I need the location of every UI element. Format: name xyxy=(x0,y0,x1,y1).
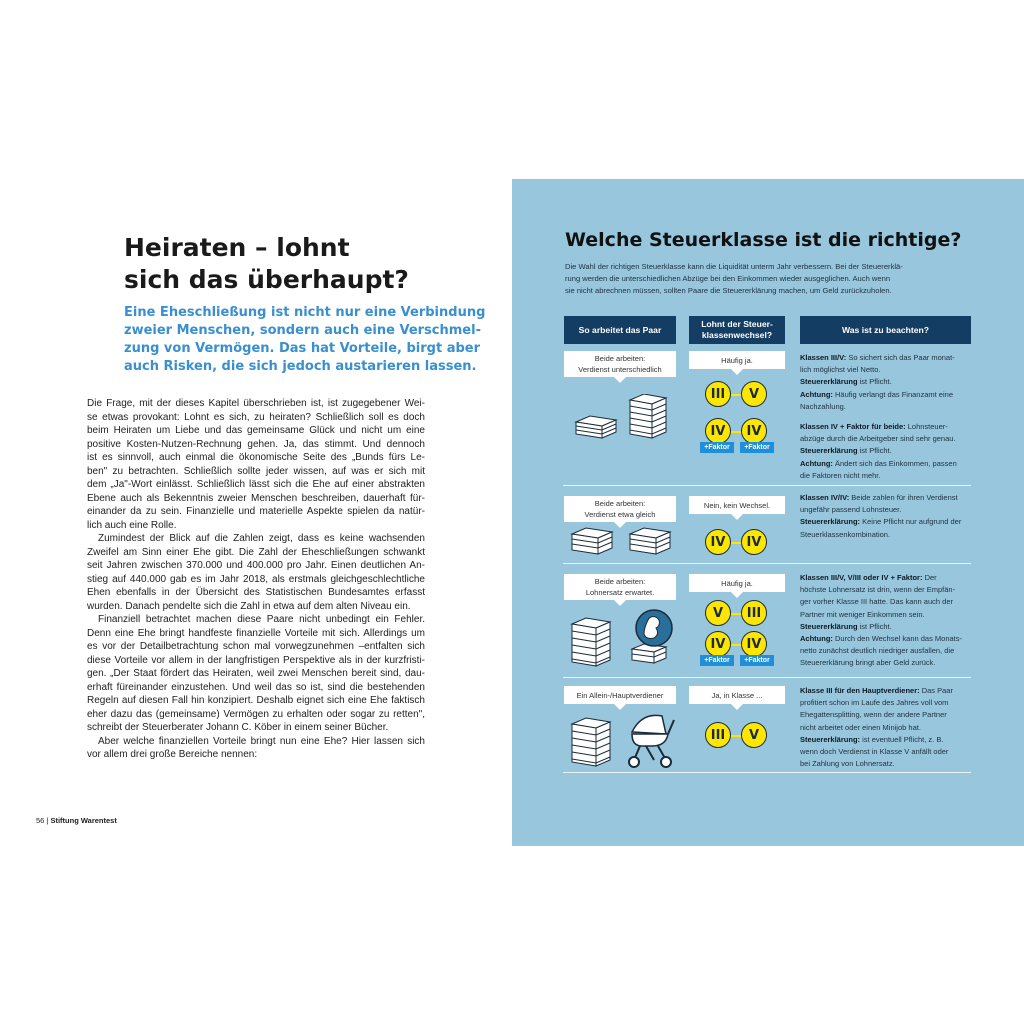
note-line: Steuererklärung bringt aber Geld zurück. xyxy=(800,658,936,668)
factor-badge: +Faktor xyxy=(740,442,774,453)
infographic-title: Welche Steuerklasse ist die richtige? xyxy=(565,229,962,251)
callout-line: Häufig ja. xyxy=(721,578,753,588)
lead-line: Eine Eheschließung ist nicht nur eine Verbindung xyxy=(124,305,486,320)
note-line: Klassen III/V: So sichert sich das Paar monat- xyxy=(800,353,955,362)
note-line: Steuererklärung ist Pflicht. xyxy=(800,446,892,456)
callout-line: Beide arbeiten: xyxy=(594,354,646,363)
column-header-notes xyxy=(800,316,971,344)
body-line: positive Kosten-Nutzen-Rechnung gehen. Ja, das stimmt. Und dennoch xyxy=(87,438,425,450)
column-header-label: klassenwechsel? xyxy=(701,330,773,340)
tax-class-badge: III xyxy=(705,722,731,748)
row-divider xyxy=(563,563,971,564)
note-line: Klassen IV/IV: Beide zahlen für ihren Verdienst xyxy=(800,493,958,502)
note-line: nicht arbeitet oder einen Minijob hat. xyxy=(800,722,921,732)
article-body xyxy=(87,397,425,762)
body-line: erhaft füreinander einzustehen. Und weil das so ist, sind die bestehenden xyxy=(87,681,425,693)
page-number: 56 | xyxy=(36,816,49,825)
tax-class-badge: IV xyxy=(705,631,731,657)
intro-line: sie nicht abrechnen müssen, sollten Paare die Steuererklärung machen, um Geld zurückzuholen. xyxy=(565,286,892,295)
body-line: Zweifel am Sinn einer Ehe gibt. Die Zahl der Eheschließungen schwankt xyxy=(87,546,425,558)
tax-class-badge: IV xyxy=(705,529,731,555)
body-line: wurden. Danach pendelte sich die Zahl in etwa auf dem alten Niveau ein. xyxy=(87,600,411,612)
callout-line: Häufig ja. xyxy=(721,355,753,365)
factor-badge: +Faktor xyxy=(700,442,734,453)
note-line: ungefähr passend Lohnsteuer. xyxy=(800,505,902,515)
factor-badge: +Faktor xyxy=(700,655,734,666)
body-line: diese Vorteile vor allem in der langfristigen Perspektive als in der kurzfristi- xyxy=(87,654,425,666)
body-line: stieg auf 440.000 gab es im Jahr 2018, als erstmals gleichgeschlechtliche xyxy=(87,573,425,585)
note-line: höchste Lohnersatz ist drin, wenn der Empfän- xyxy=(800,585,956,595)
article-title-line: Heiraten – lohnt xyxy=(124,233,350,262)
note-line: Steuererklärung ist Pflicht. xyxy=(800,377,892,387)
note-line: Steuererklärung: Keine Pflicht nur aufgrund der xyxy=(800,517,962,527)
tax-class-badge: IV xyxy=(705,418,731,444)
body-line: ben" zu betrachten. Schließlich sollte jeder wissen, auf was er sich mit xyxy=(87,465,425,477)
callout-line: Beide arbeiten: xyxy=(594,577,646,586)
note-line: wenn doch Verdienst in Klasse V anfällt oder xyxy=(800,747,949,757)
body-line: es vor der Detailbetrachtung schon mal vorwegzunehmen –entfalten sich xyxy=(87,641,425,652)
note-line: Klassen IV + Faktor für beide: Lohnsteuer- xyxy=(800,422,948,432)
notes-block xyxy=(800,572,972,670)
body-line: Denn eine Ehe bringt handfeste finanzielle Vorteile mit sich. Allerdings um xyxy=(87,627,425,639)
callout-line: Verdienst etwa gleich xyxy=(584,510,656,519)
note-line: abzüge durch die Arbeitgeber sind sehr genau. xyxy=(800,434,956,444)
note-line: lich möglichst viel Netto. xyxy=(800,365,881,375)
note-line: Partner mit weniger Einkommen sein. xyxy=(800,609,925,619)
column-header-label: Lohnt der Steuer- xyxy=(701,319,773,329)
note-line: Steuererklärung: ist eventuell Pflicht, z. B. xyxy=(800,734,944,744)
money-and-baby-icon xyxy=(570,608,678,670)
note-line: Klasse III für den Hauptverdiener: Das Paar xyxy=(800,686,953,695)
lead-line: zweier Menschen, sondern auch eine Verschmel- xyxy=(124,323,481,338)
body-line: Ehen ebenfalls in der Übersicht des Statistischen Bundesamtes erfasst xyxy=(87,587,425,598)
callout-line: Ja, in Klasse ... xyxy=(711,690,763,700)
lead-line: zung von Vermögen. Das hat Vorteile, birgt aber xyxy=(124,341,481,356)
situation-callout xyxy=(564,496,676,522)
tax-class-badge: V xyxy=(741,722,767,748)
article-lead xyxy=(124,304,486,376)
body-line: dem „Ja"-Wort einlässt. Schließlich lässt sich die Ehe auf einer abstrakten xyxy=(87,479,425,490)
situation-callout xyxy=(564,574,676,600)
body-line: schreibt der Steuerberater Johann C. Köber in einem seiner Bücher. xyxy=(87,722,389,733)
row-divider xyxy=(563,677,971,678)
note-line: Klassen III/V, V/III oder IV + Faktor: Der xyxy=(800,573,937,582)
situation-callout xyxy=(564,686,676,704)
infographic-intro xyxy=(565,261,985,297)
note-line: profitiert schon im Laufe des Jahres voll vom xyxy=(800,698,949,708)
body-line: lich auch eine Rolle. xyxy=(87,519,177,531)
column-header-switch xyxy=(689,316,785,344)
note-line: Ehegattensplitting, wenn der andere Partner xyxy=(800,710,947,720)
callout-line: Lohnersatz erwartet. xyxy=(585,588,655,597)
body-line: gen. „Der Staat fördert das Heiraten, weil zwei Menschen bereit sind, dau- xyxy=(87,668,425,679)
money-and-stroller-icon xyxy=(570,710,680,770)
notes-block xyxy=(800,685,972,770)
callout-line: Verdienst unterschiedlich xyxy=(578,365,662,374)
body-line: Regeln auf diesen Fall hin konzipiert. Deshalb eignet sich eine Ehe faktisch xyxy=(87,695,425,706)
tax-class-badge: V xyxy=(741,381,767,407)
column-header-label: Was ist zu beachten? xyxy=(841,324,930,335)
body-line: Die Frage, mit der dieses Kapitel überschrieben ist, ist zugegebener Wei- xyxy=(87,398,425,409)
money-stacks-icon xyxy=(568,526,678,558)
note-line xyxy=(800,413,972,421)
callout-line: Ein Allein-/Hauptverdiener xyxy=(576,690,664,700)
note-line: Steuererklärung ist Pflicht. xyxy=(800,621,892,631)
note-line: netto zunächst deutlich niedriger ausfallen, die xyxy=(800,646,955,656)
answer-callout xyxy=(689,496,785,514)
tax-class-badge: IV xyxy=(741,631,767,657)
row-divider xyxy=(563,772,971,773)
page-footer xyxy=(36,816,117,825)
callout-line: Beide arbeiten: xyxy=(594,499,646,508)
body-line: Ebene auch als Bekenntnis zweier Menschen beschreiben, dauerhaft für- xyxy=(87,492,425,504)
tax-class-badge: V xyxy=(705,600,731,626)
row-divider xyxy=(563,485,971,486)
tax-class-badge: III xyxy=(741,600,767,626)
article-title-line: sich das überhaupt? xyxy=(124,265,409,294)
body-line: beim Heiraten um Liebe und das gemeinsame Glück und nicht um eine xyxy=(87,425,425,436)
body-line: Finanziell betrachtet machen diese Paare nicht unbedingt ein Fehler. xyxy=(98,614,425,625)
lead-line: auch Risken, die sich jedoch austarieren lassen. xyxy=(124,359,477,374)
note-line: Achtung: Häufig verlangt das Finanzamt eine xyxy=(800,389,953,399)
note-line: Achtung: Durch den Wechsel kann das Monats- xyxy=(800,634,963,644)
answer-callout xyxy=(689,686,785,704)
body-line: eher dazu das (gemeinsame) Vermögen zu erhalten oder sogar zu retten", xyxy=(87,708,425,720)
intro-line: Die Wahl der richtigen Steuerklasse kann die Liquidität unterm Jahr verbessern. Bei der Steuererklä- xyxy=(565,262,903,271)
notes-block xyxy=(800,352,972,482)
answer-callout xyxy=(689,351,785,369)
article-title xyxy=(124,232,454,296)
note-line: Steuerklassenkombination. xyxy=(800,529,891,539)
body-line: ist es sinnvoll, auch einmal die ökonomische Seite des „Bunds fürs Le- xyxy=(87,452,425,463)
body-line: Zumindest der Blick auf die Zahlen zeigt, dass es keine wachsenden xyxy=(98,533,425,544)
tax-class-badge: III xyxy=(705,381,731,407)
column-header-label: So arbeitet das Paar xyxy=(578,324,662,335)
tax-class-badge: IV xyxy=(741,529,767,555)
intro-line: rung werden die unterschiedlichen Abzüge bei den Einkommen wieder ausgeglichen. Auch wenn xyxy=(565,274,891,283)
note-line: ger vorher Klasse III hatte. Das kann auch der xyxy=(800,597,953,607)
body-line: seit Jahren zwischen 370.000 und 400.000 pro Jahr. Einen deutlichen An- xyxy=(87,560,425,571)
note-line: Achtung: Ändert sich das Einkommen, passen xyxy=(800,458,957,468)
situation-callout xyxy=(564,351,676,377)
column-header-situation xyxy=(564,316,676,344)
body-line: vor allem drei große Bereiche nennen: xyxy=(87,749,258,760)
footer-brand: Stiftung Warentest xyxy=(50,816,117,825)
body-line: einander da zu sein. Finanzielle und materielle Aspekte spielen da natür- xyxy=(87,506,425,517)
tax-class-badge: IV xyxy=(741,418,767,444)
note-line: bei Zahlung von Lohnersatz. xyxy=(800,759,895,769)
body-line: se etwas provokant: Lohnt es sich, zu heiraten? Schließlich soll es doch xyxy=(87,411,425,423)
note-line: Nachzahlung. xyxy=(800,401,846,411)
body-line: Aber welche finanziellen Vorteile bringt nun eine Ehe? Hier lassen sich xyxy=(98,735,425,747)
note-line: die Faktoren nicht mehr. xyxy=(800,470,881,480)
notes-block xyxy=(800,492,972,541)
factor-badge: +Faktor xyxy=(740,655,774,666)
money-stacks-icon xyxy=(572,394,672,444)
answer-callout xyxy=(689,574,785,592)
callout-line: Nein, kein Wechsel. xyxy=(703,500,771,510)
